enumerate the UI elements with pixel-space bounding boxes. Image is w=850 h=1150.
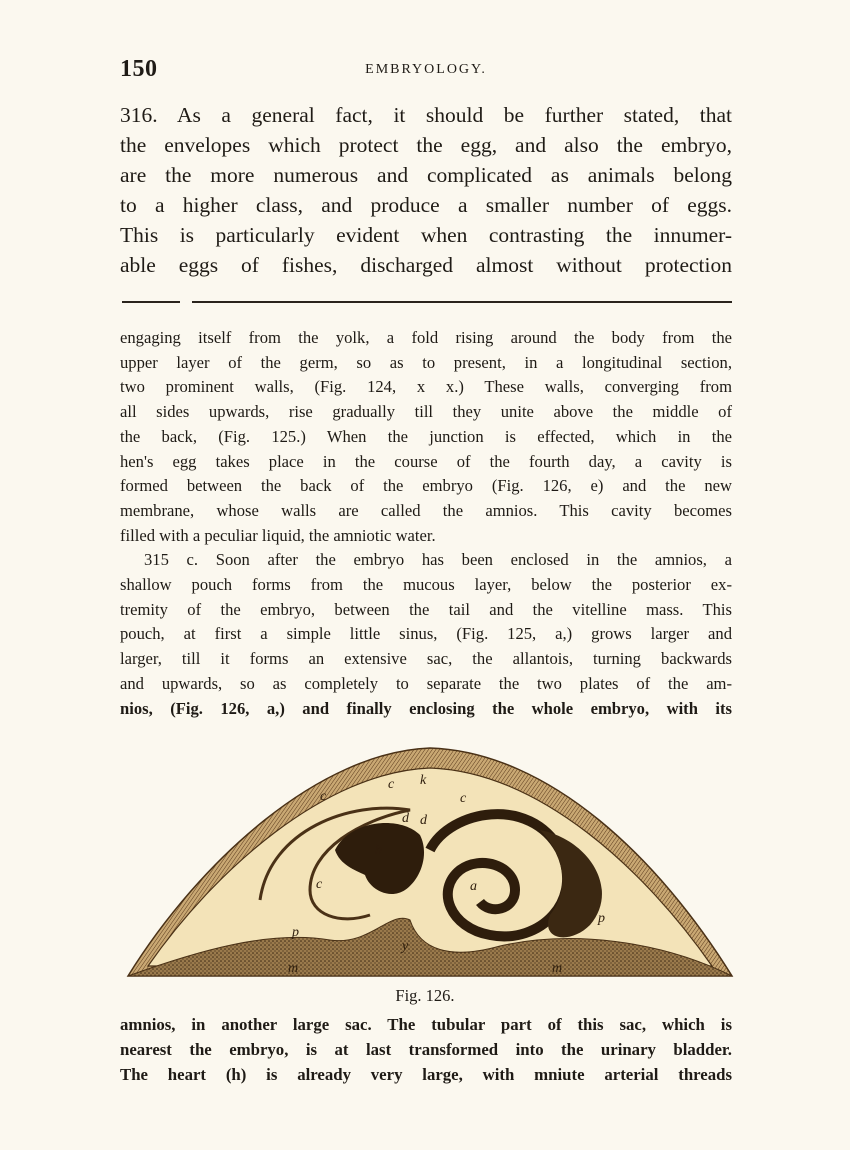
figure-label: c [460,791,467,806]
continued-line: amnios, in another large sac. The tubular part of this sac, which is [120,1015,732,1034]
figure-label: d [420,813,427,828]
main-line: the envelopes which protect the egg, and also the embryo, [120,133,732,157]
footnote-line: tremity of the embryo, between the tail and the vitelline mass. This [120,599,732,619]
footnote-line: upper layer of the germ, so as to present, in a longitudinal section, [120,352,732,372]
footnote-rule [122,301,732,303]
footnote-line: and upwards, so as completely to separate the two plates of the am- [120,673,732,693]
footnote-line: all sides upwards, rise gradually till they unite above the middle of [120,402,732,422]
continued-line: The heart (h) is already very large, with mniute arterial threads [120,1065,732,1084]
figure-label: c [316,877,323,892]
footnote-line: filled with a peculiar liquid, the amniotic water. [120,525,436,545]
figure-label: p [292,925,299,940]
footnote-line: pouch, at first a simple little sinus, (Fig. 125, a,) grows larger and [120,624,732,644]
figure-label: c [388,777,395,792]
page-number: 150 [120,56,158,82]
footnote-line: larger, till it forms an extensive sac, the allantois, turning backwards [120,649,732,669]
figure-label: a [470,879,477,894]
figure-label: d [402,811,409,826]
embryo-figure [120,740,740,980]
figure-label: p [598,911,605,926]
main-line: This is particularly evident when contrasting the innumer- [120,223,732,247]
footnote-line: formed between the back of the embryo (Fig. 126, e) and the new [120,476,732,496]
footnote-line: two prominent walls, (Fig. 124, x x.) These walls, converging from [120,377,732,397]
figure-label: m [288,961,299,976]
figure-label: h [375,843,382,858]
continued-text [120,1012,732,1087]
continued-line: nearest the embryo, is at last transformed into the urinary bladder. [120,1040,732,1059]
footnote [120,326,732,721]
main-line: are the more numerous and complicated as animals belong [120,163,732,187]
figure-label: y [402,939,409,954]
footnote-line: 315 c. Soon after the embryo has been enclosed in the amnios, a [144,550,732,570]
figure-label: k [420,773,427,788]
main-line: to a higher class, and produce a smaller number of eggs. [120,193,732,217]
running-title: EMBRYOLOGY. [365,62,487,77]
figure-caption: Fig. 126. [395,986,455,1005]
main-line: able eggs of fishes, discharged almost without protection [120,253,732,277]
footnote-line: hen's egg takes place in the course of the fourth day, a cavity is [120,451,732,471]
main-line: 316. As a general fact, it should be further stated, that [120,103,732,127]
running-head [120,56,732,86]
footnote-line: engaging itself from the yolk, a fold rising around the body from the [120,328,732,347]
footnote-line: nios, (Fig. 126, a,) and finally enclosing the whole embryo, with its [120,698,732,718]
footnote-line: shallow pouch forms from the mucous layer, below the posterior ex- [120,575,732,595]
figure-label: m [552,961,563,976]
footnote-line: the back, (Fig. 125.) When the junction is effected, which in the [120,426,732,446]
footnote-line: membrane, whose walls are called the amnios. This cavity becomes [120,500,732,520]
main-paragraph [120,100,732,280]
figure-label: c [320,789,327,804]
